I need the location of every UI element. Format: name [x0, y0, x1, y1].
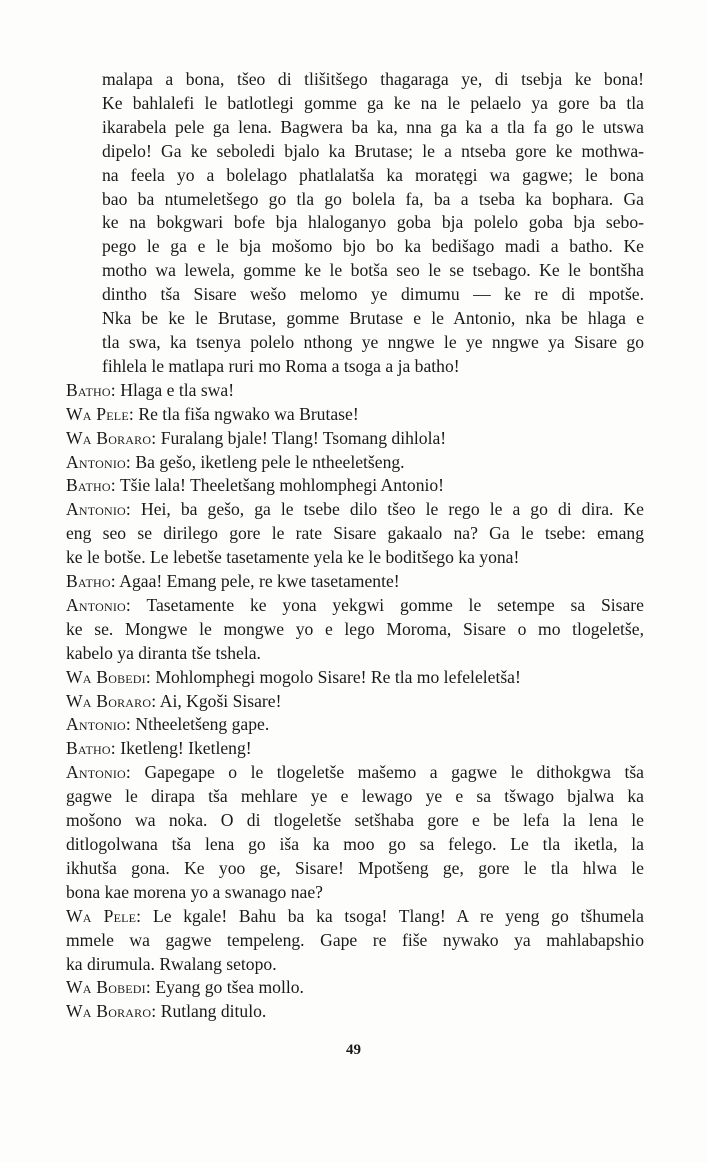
- dialogue-line: [66, 737, 644, 761]
- speaker-name: Antonio:: [66, 451, 131, 472]
- dialogue-line: [66, 379, 644, 403]
- paragraph-line: dipelo! Ga ke seboledi bjalo ka Brutase; le a ntseba gore ke mothwa-: [102, 140, 644, 161]
- paragraph-line: pego le ga e le bja mošomo bjo bo ka bedišago madi a batho. Ke: [102, 236, 644, 257]
- opening-paragraph: [66, 68, 644, 379]
- speaker-name: Wa Bobedi:: [66, 666, 151, 687]
- dialogue-turn: [66, 570, 644, 594]
- paragraph-line: ke na bokgwari bofe bja hlaloganyo goba bja polelo goba bja sebo-: [102, 212, 644, 233]
- paragraph-line: dintho tša Sisare wešo melomo ye dimumu — ke re di mpotše.: [102, 284, 644, 305]
- speech-text: Tasetamente ke yona yekgwi gomme le setempe sa Sisare: [146, 594, 644, 615]
- speaker-name: Wa Pele:: [66, 905, 142, 926]
- dialogue-line: [66, 427, 644, 451]
- dialogue-line: [66, 642, 644, 666]
- dialogue-line: [66, 546, 644, 570]
- dialogue-turn: [66, 451, 644, 475]
- speech-text: mošono wa noka. O di tlogeletše setšhaba gore e be lefa la lena le: [66, 810, 644, 831]
- dialogue-line: [66, 953, 644, 977]
- dialogue-line: [66, 403, 644, 427]
- speech-text: Gapegape o le tlogeletše mašemo a gagwe le dithokgwa tša: [144, 762, 644, 783]
- speaker-name: Wa Pele:: [66, 403, 134, 424]
- dialogue-line: [66, 905, 644, 929]
- paragraph-line: malapa a bona, tšeo di tlišitšego thagaraga ye, di tsebja ke bona!: [102, 69, 644, 89]
- dialogue-line: [66, 785, 644, 809]
- dialogue-turn: [66, 905, 644, 977]
- dialogue-line: [66, 522, 644, 546]
- speech-text: gagwe le dirapa tša mehlare ye e lewago ye e sa tšwago bjalwa ka: [66, 786, 644, 807]
- speech-text: ikhutša gona. Ke yoo ge, Sisare! Mpotšeng ge, gore le tla hlwa le: [66, 857, 644, 878]
- speaker-name: Wa Boraro:: [66, 690, 157, 711]
- paragraph-line: tla swa, ka tsenya polelo nthong ye nngwe le ye nngwe ya Sisare go: [102, 331, 644, 352]
- dialogue-line: [66, 474, 644, 498]
- dialogue-line: [66, 976, 644, 1000]
- dialogue-turn: [66, 474, 644, 498]
- paragraph-line: Nka be ke le Brutase, gomme Brutase e le Antonio, nka be hlaga e: [102, 308, 644, 329]
- speech-text: Re tla fiša ngwako wa Brutase!: [138, 403, 359, 424]
- dialogue-turn: [66, 427, 644, 451]
- speech-text: ka dirumula. Rwalang setopo.: [66, 953, 277, 974]
- dialogue-turn: [66, 761, 644, 904]
- speaker-name: Batho:: [66, 738, 116, 759]
- dialogue-line: [66, 929, 644, 953]
- speech-text: Iketleng! Iketleng!: [120, 738, 252, 759]
- dialogue-line: [66, 570, 644, 594]
- speech-text: Ai, Kgoši Sisare!: [159, 690, 282, 711]
- paragraph-line: motho wa lewela, gomme ke le botša seo le se tsebago. Ke le bontšha: [102, 260, 644, 281]
- dialogue-turn: [66, 737, 644, 761]
- speech-text: Hlaga e tla swa!: [120, 379, 235, 400]
- speaker-name: Wa Bobedi:: [66, 977, 151, 998]
- paragraph-line: na feela yo a bolelago phatlalatša ka moratęgi wa gagwe; le bona: [102, 164, 644, 185]
- dialogue-line: [66, 451, 644, 475]
- speaker-name: Batho:: [66, 571, 116, 592]
- speaker-name: Wa Boraro:: [66, 1001, 157, 1022]
- dialogue-line: [66, 690, 644, 714]
- speech-text: Agaa! Emang pele, re kwe tasetamente!: [119, 571, 400, 592]
- dialogue-turn: [66, 976, 644, 1000]
- speech-text: ke se. Mongwe le mongwe yo e lego Moroma, Sisare o mo tlogeletše,: [66, 618, 644, 639]
- paragraph-line: ikarabela pele ga lena. Bagwera ba ka, nna ga ka a tla fa go le utswa: [102, 116, 644, 137]
- speech-text: Tšie lala! Theeletšang mohlomphegi Antonio!: [119, 475, 445, 496]
- dialogue-turn: [66, 1000, 644, 1024]
- dialogue-line: [66, 761, 644, 785]
- speech-text: ke le botše. Le lebetše tasetamente yela ke le boditšego ka yona!: [66, 547, 520, 568]
- dialogue-turn: [66, 666, 644, 690]
- dialogue-turn: [66, 713, 644, 737]
- speech-text: eng seo se dirilego gore le rate Sisare gakaalo na? Ga le tsebe: emang: [66, 523, 644, 544]
- speech-text: mmele wa gagwe tempeleng. Gape re fiše nywako ya mahlabapshio: [66, 929, 644, 950]
- dialogue: [66, 379, 644, 1024]
- speech-text: Rutlang ditulo.: [160, 1001, 267, 1022]
- dialogue-line: [66, 833, 644, 857]
- dialogue-turn: [66, 498, 644, 570]
- dialogue-turn: [66, 594, 644, 666]
- speech-text: Ntheeletšeng gape.: [135, 714, 270, 735]
- dialogue-turn: [66, 403, 644, 427]
- dialogue-line: [66, 666, 644, 690]
- speaker-name: Wa Boraro:: [66, 427, 157, 448]
- speech-text: Mohlomphegi mogolo Sisare! Re tla mo lefeleletša!: [155, 666, 521, 687]
- speaker-name: Batho:: [66, 475, 116, 496]
- speaker-name: Antonio:: [66, 714, 131, 735]
- speaker-name: Antonio:: [66, 762, 131, 783]
- paragraph-line: fihlela le matlapa ruri mo Roma a tsoga a ja batho!: [102, 355, 460, 376]
- speech-text: bona kae morena yo a swanago nae?: [66, 881, 323, 902]
- dialogue-line: [66, 618, 644, 642]
- speech-text: Ba gešo, iketleng pele le ntheeletšeng.: [135, 451, 405, 472]
- speech-text: Eyang go tšea mollo.: [155, 977, 304, 998]
- dialogue-line: [66, 498, 644, 522]
- dialogue-line: [66, 713, 644, 737]
- page-number: 49: [346, 1042, 361, 1058]
- speech-text: ditlogolwana tša lena go iša ka moo go sa felego. Le tla iketla, la: [66, 834, 644, 854]
- dialogue-line: [66, 1000, 644, 1024]
- speech-text: Hei, ba gešo, ga le tsebe dilo tšeo le rego le a go di dira. Ke: [141, 499, 644, 520]
- paragraph-line: Ke bahlalefi le batlotlegi gomme ga ke na le pelaelo ya gore ba tla: [102, 92, 644, 113]
- speech-text: Le kgale! Bahu ba ka tsoga! Tlang! A re yeng go tšhumela: [152, 905, 644, 926]
- paragraph-line: bao ba ntumeletšego go tla go bolela fa, ba a tseba ka bophara. Ga: [102, 188, 644, 209]
- dialogue-turn: [66, 379, 644, 403]
- dialogue-line: [66, 809, 644, 833]
- dialogue-line: [66, 594, 644, 618]
- dialogue-turn: [66, 690, 644, 714]
- speaker-name: Antonio:: [66, 594, 131, 615]
- speech-text: kabelo ya diranta tše tshela.: [66, 642, 261, 663]
- speaker-name: Antonio:: [66, 499, 131, 520]
- speaker-name: Batho:: [66, 379, 116, 400]
- dialogue-line: [66, 881, 644, 905]
- dialogue-line: [66, 857, 644, 881]
- page-text: [66, 68, 644, 1024]
- speech-text: Furalang bjale! Tlang! Tsomang dihlola!: [160, 427, 447, 448]
